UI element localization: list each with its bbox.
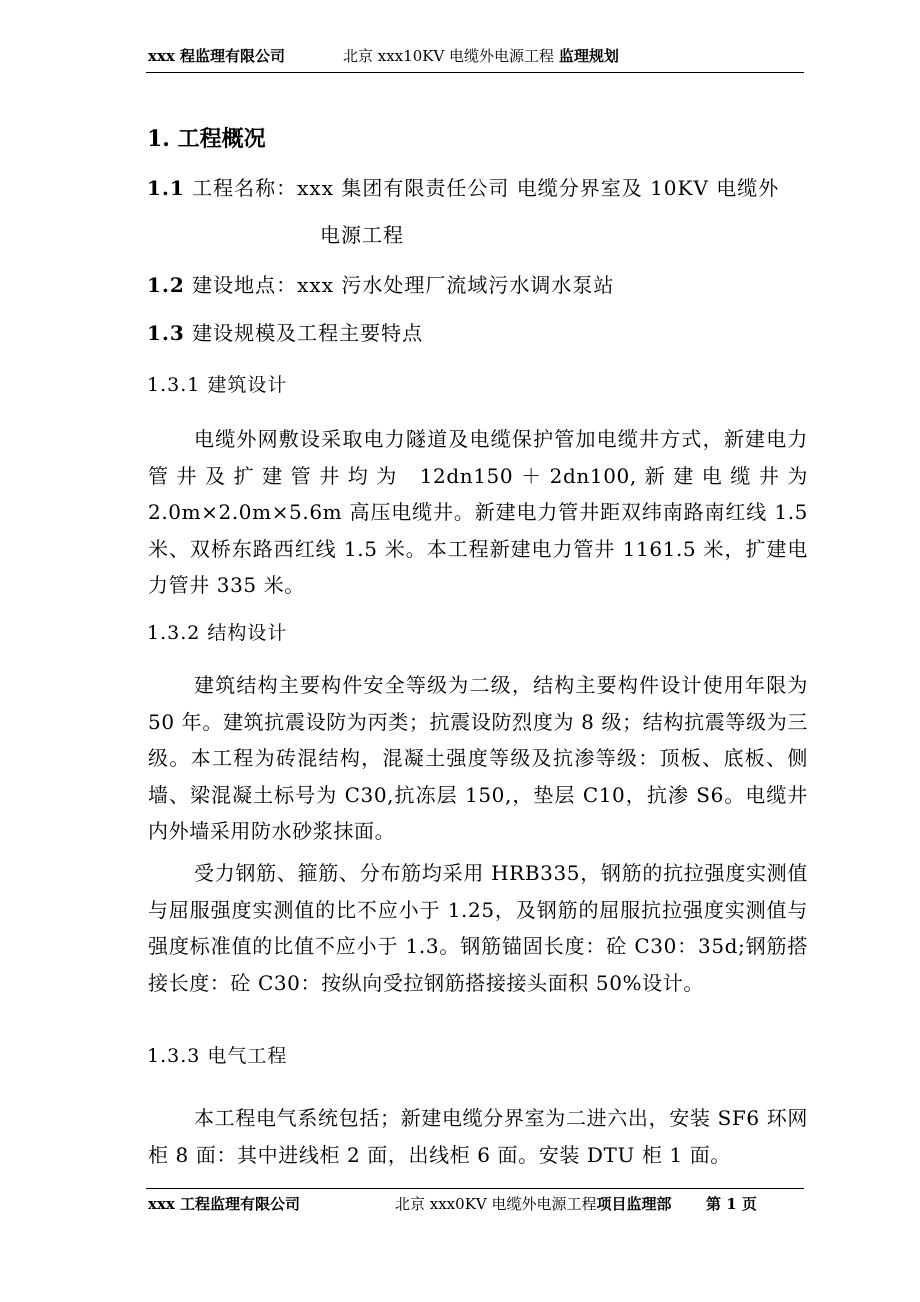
section-title: 1. 工程概况 xyxy=(147,126,266,152)
paragraph-1-3-2b xyxy=(148,855,808,1001)
item-1-3-number: 1.3 xyxy=(147,321,185,345)
header-rule xyxy=(146,72,804,73)
footer-rule xyxy=(146,1188,804,1189)
item-1-2-text: 建设地点：xxx 污水处理厂流域污水调水泵站 xyxy=(192,273,615,297)
item-1-2 xyxy=(147,269,614,298)
paragraph-1-3-3 xyxy=(148,1100,808,1173)
item-1-3 xyxy=(147,317,423,346)
footer-project xyxy=(395,1193,672,1214)
item-1-1-line1: 工程名称：xxx 集团有限责任公司 电缆分界室及 10KV 电缆外 xyxy=(192,176,780,200)
item-1-3-text: 建设规模及工程主要特点 xyxy=(192,321,424,345)
header-company: xxx 程监理有限公司 xyxy=(148,47,286,65)
subsection-title-1-3-2: 1.3.2 结构设计 xyxy=(147,622,288,644)
item-1-1 xyxy=(147,172,779,201)
paragraph-1-3-1-text: 电缆外网敷设采取电力隧道及电缆保护管加电缆井方式，新建电力管井及扩建管井均为 12dn150＋2dn100,新建电缆井为 2.0m×2.0m×5.6m 高压电缆井。新建电力管井距双纬南路南红线 1.5 米、双桥东路西红线 1.5 米。本工程新建电力管井 1161.5 米，扩建电力管井 335 米。 xyxy=(148,427,808,597)
paragraph-1-3-1 xyxy=(148,421,808,604)
paragraph-1-3-2b-text: 受力钢筋、箍筋、分布筋均采用 HRB335，钢筋的抗拉强度实测值与屈服强度实测值的比不应小于 1.25，及钢筋的屈服抗拉强度实测值与强度标准值的比值不应小于 1.3。钢筋锚固长度：砼 C30：35d;钢筋搭接长度：砼 C30：按纵向受拉钢筋搭接接头面积 50%设计。 xyxy=(148,861,808,995)
header-project xyxy=(343,45,619,66)
paragraph-1-3-3-text: 本工程电气系统包括；新建电缆分界室为二进六出，安装 SF6 环网柜 8 面：其中进线柜 2 面，出线柜 6 面。安装 DTU 柜 1 面。 xyxy=(148,1106,808,1167)
item-1-2-number: 1.2 xyxy=(147,273,185,297)
footer-project-name: 北京 xxx0KV 电缆外电源工程 xyxy=(395,1195,597,1213)
header-project-name: 北京 xxx10KV 电缆外电源工程 xyxy=(343,47,555,65)
paragraph-1-3-2a-text: 建筑结构主要构件安全等级为二级，结构主要构件设计使用年限为 50 年。建筑抗震设防为丙类；抗震设防烈度为 8 级；结构抗震等级为三级。本工程为砖混结构，混凝土强度等级及抗渗等级：顶板、底板、侧墙、梁混凝土标号为 C30,抗冻层 150,，垫层 C10，抗渗 S6。电缆井内外墙采用防水砂浆抹面。 xyxy=(148,673,808,843)
subsection-title-1-3-1: 1.3.1 建筑设计 xyxy=(147,374,288,396)
item-1-1-line2: 电源工程 xyxy=(320,223,404,247)
header-doc-type: 监理规划 xyxy=(558,47,619,65)
footer-company: xxx 工程监理有限公司 xyxy=(148,1195,301,1213)
footer-page-number: 第 1 页 xyxy=(706,1195,757,1213)
footer-dept: 项目监理部 xyxy=(596,1195,672,1213)
paragraph-1-3-2a xyxy=(148,667,808,850)
subsection-title-1-3-3: 1.3.3 电气工程 xyxy=(147,1045,288,1067)
item-1-1-number: 1.1 xyxy=(147,176,185,200)
